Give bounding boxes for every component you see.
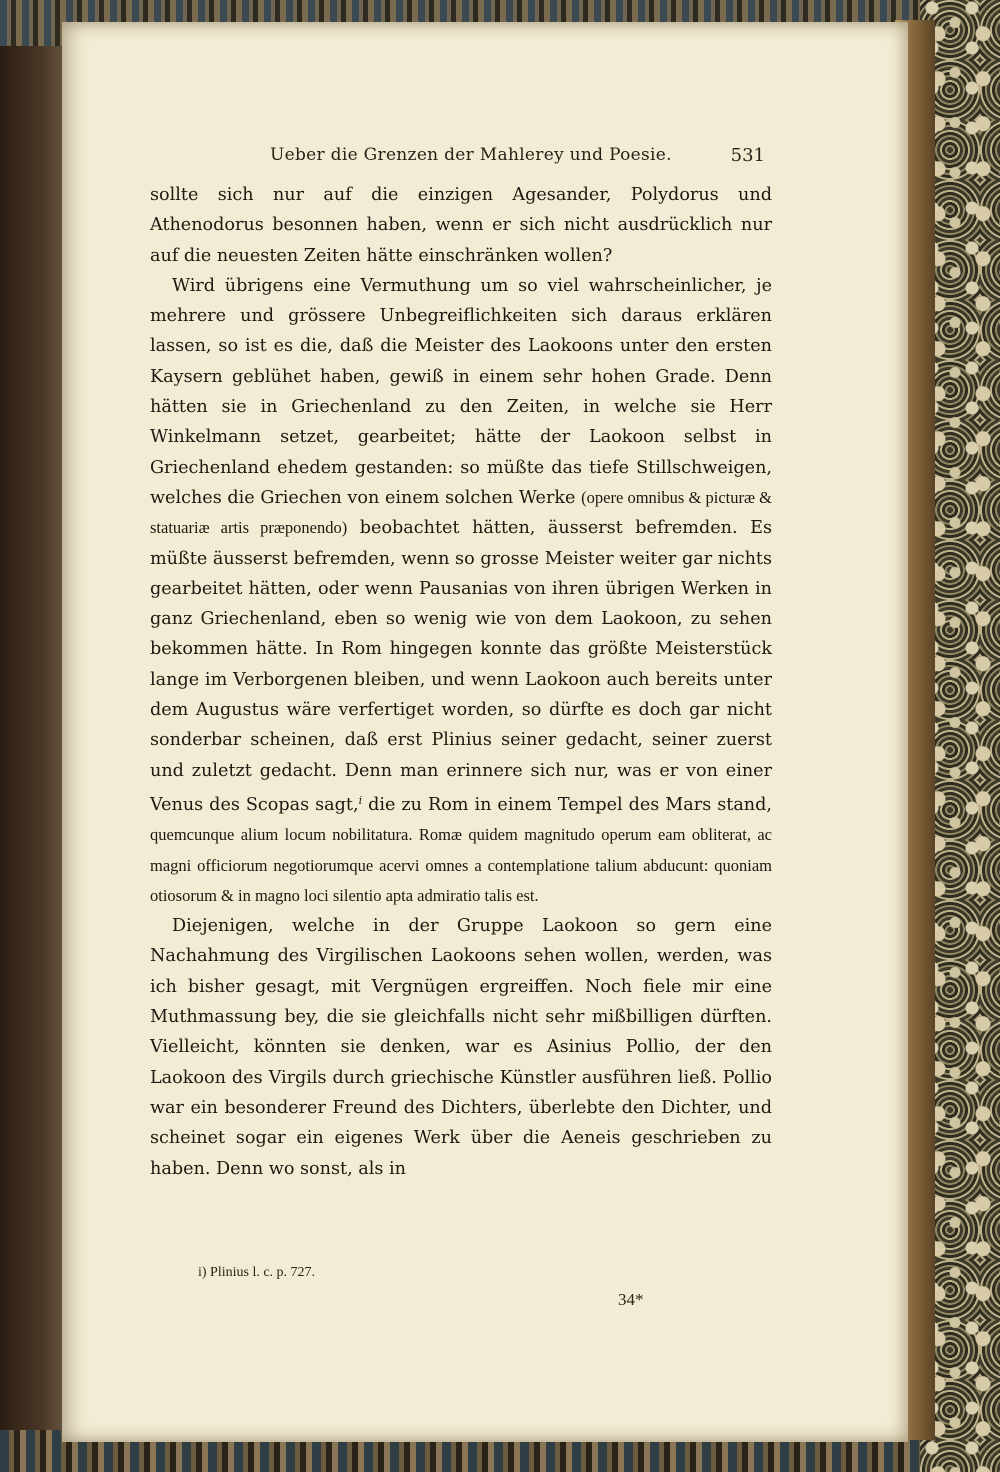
- paragraph-3: [150, 911, 772, 1184]
- body-text: [150, 180, 772, 1184]
- paragraph-1: [150, 180, 772, 271]
- paragraph-2: [150, 271, 772, 911]
- footnote-marker: i: [358, 793, 363, 807]
- footnote: i) Plinius l. c. p. 727.: [198, 1265, 316, 1280]
- running-title: Ueber die Grenzen der Mahlerey und Poesie.: [270, 145, 672, 165]
- signature-mark: 34*: [618, 1290, 644, 1309]
- paragraph-3-text: Diejenigen, welche in der Gruppe Laokoon so gern eine Nachahmung des Virgilischen Laokoons sehen wollen, werden, was ich bisher gesagt, mit Vergnügen ergreiffen. Noch fiele mir eine Muthmassung bey, die sie gleichfalls nicht sehr mißbilligen dürften. Vielleicht, könnten sie denken, war es Asinius Pollio, der den Laokoon des Virgils durch griechische Künstler ausführen ließ. Pollio war ein besonderer Freund des Dichters, überlebte den Dichter, und scheinet sogar ein eigenes Werk über die Aeneis geschrieben zu haben. Denn wo sonst, als in: [150, 916, 772, 1179]
- page-number: 531: [730, 145, 765, 166]
- paragraph-2-part-c: die zu Rom in einem Tempel des Mars stand,: [368, 794, 772, 815]
- running-header: [270, 145, 765, 171]
- latin-quote-2: quemcunque alium locum nobilitatura. Romæ quidem magnitudo operum eam obliterat, ac magni officiorum negotiorumque acervi omnes a contemplatione talium abducunt: quoniam otiosorum & in magno loci silentio apta admiratio talis est.: [150, 825, 772, 905]
- paragraph-2-part-a: Wird übrigens eine Vermuthung um so viel wahrscheinlicher, je mehrere und grössere Unbegreiflichkeiten sich daraus erklären lassen, so ist es die, daß die Meister des Laokoons unter den ersten Kaysern geblühet haben, gewiß in einem sehr hohen Grade. Denn hätten sie in Griechenland zu den Zeiten, in welche sie Herr Winkelmann setzet, gearbeitet; hätte der Laokoon selbst in Griechenland ehedem gestanden: so müßte das tiefe Stillschweigen, welches die Griechen von einem solchen Werke: [150, 275, 772, 508]
- book-cover-left: [0, 0, 70, 1472]
- paragraph-1-text: sollte sich nur auf die einzigen Agesander, Polydorus und Athenodorus besonnen haben, wenn er sich nicht ausdrücklich nur auf die neuesten Zeiten hätte einschränken wollen?: [150, 185, 772, 266]
- latin-quote-1: (opere omnibus & picturæ & statuariæ artis præponendo): [150, 487, 773, 538]
- paragraph-2-part-b: beobachtet hätten, äusserst befremden. Es müßte äusserst befremden, wenn so grosse Meister weiter gar nichts gearbeitet hätten, oder wenn Pausanias von ihren übrigen Werken in ganz Griechenland, eben so wenig wie von dem Laokoon, zu sehen bekommen hätte. In Rom hingegen konnte das größte Meisterstück lange im Verborgenen bleiben, und wenn Laokoon auch bereits unter dem Augustus wäre verfertiget worden, so dürfte es doch gar nicht sonderbar scheinen, daß erst Plinius seiner gedacht, seiner zuerst und zuletzt gedacht. Denn man erinnere sich nur, was er von einer Venus des Scopas sagt,: [150, 518, 773, 815]
